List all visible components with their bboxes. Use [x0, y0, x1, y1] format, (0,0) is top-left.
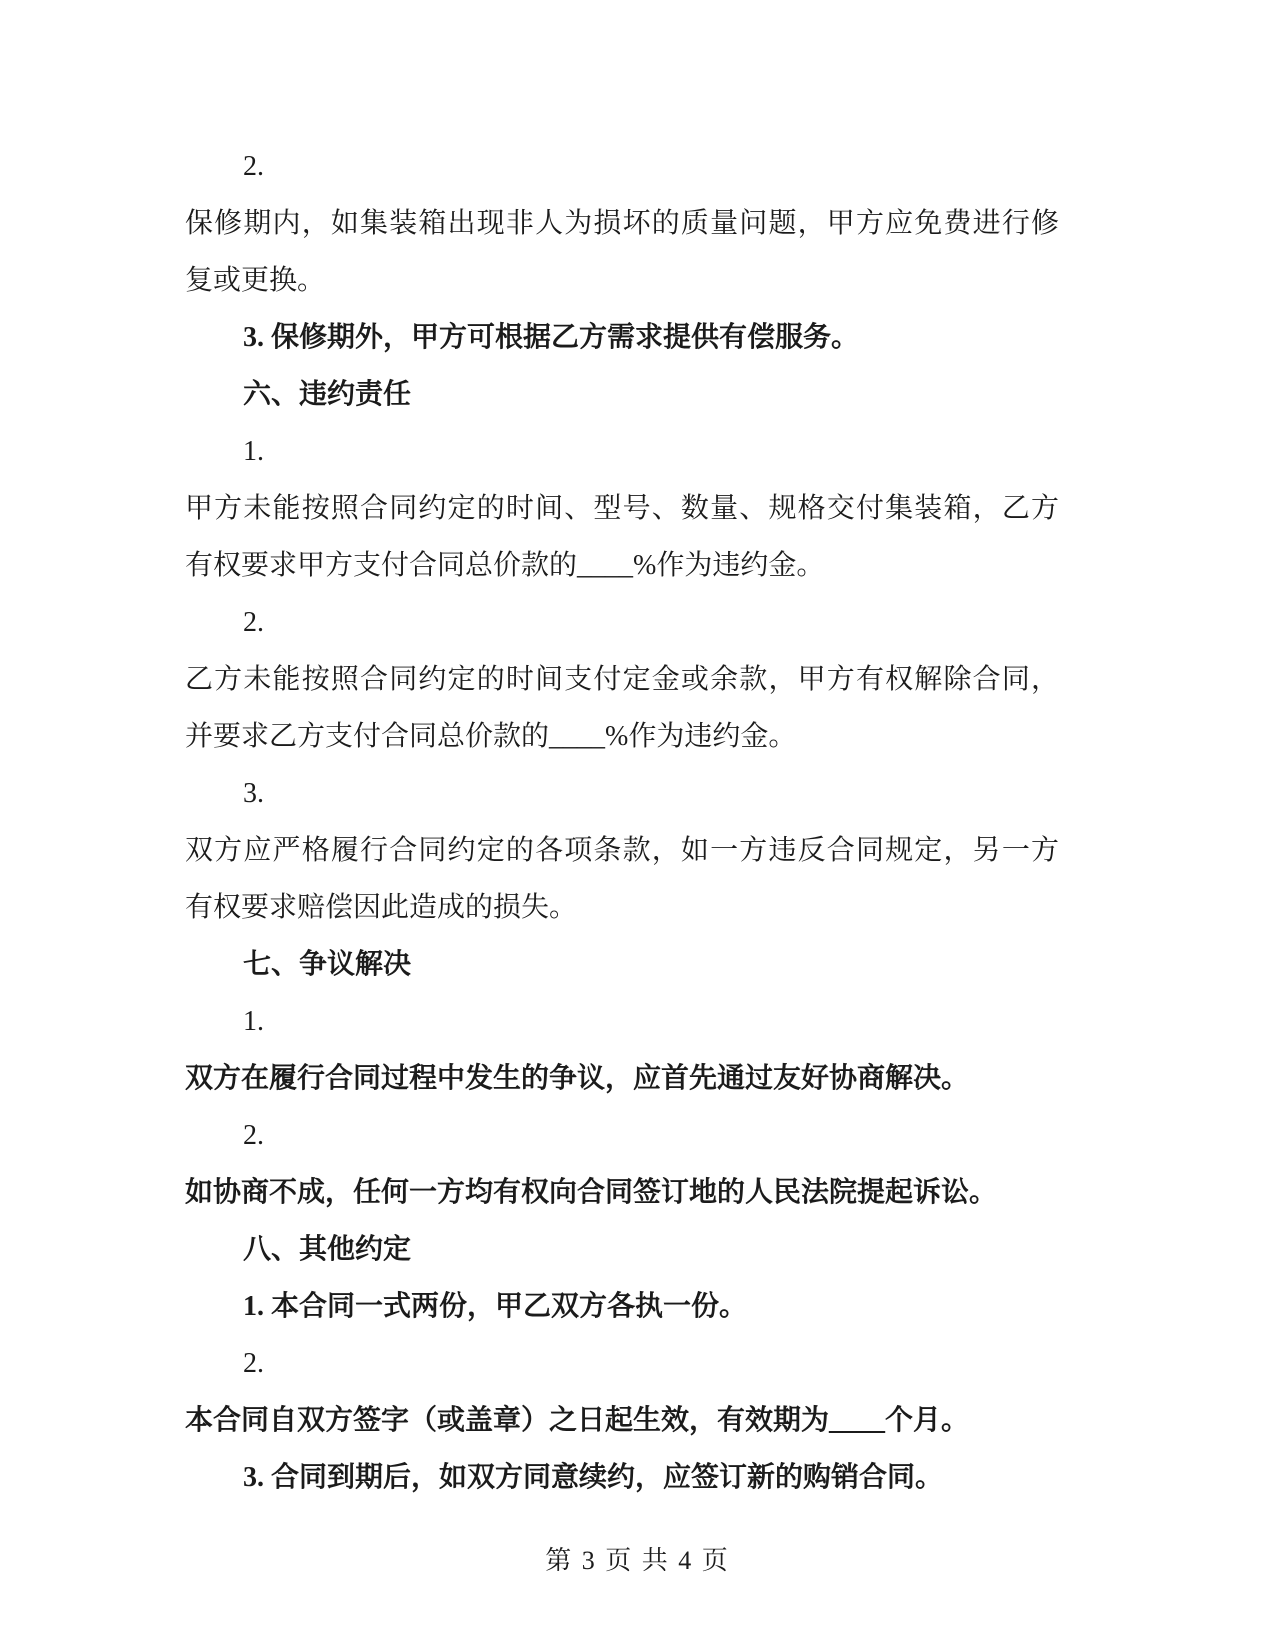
document-line: 有权要求赔偿因此造成的损失。: [185, 892, 578, 923]
document-line: 复或更换。: [185, 265, 326, 296]
document-line: 2.: [243, 151, 264, 182]
document-line: 并要求乙方支付合同总价款的____%作为违约金。: [185, 721, 797, 752]
document-line: 2.: [243, 607, 264, 638]
document-line: 1.: [243, 436, 264, 467]
document-line: 六、违约责任: [243, 379, 412, 410]
document-line: 本合同自双方签字（或盖章）之日起生效，有效期为____个月。: [185, 1405, 970, 1436]
document-line: 乙方未能按照合同约定的时间支付定金或余款，甲方有权解除合同，: [185, 664, 1059, 695]
page-number-text: 第 3 页 共 4 页: [545, 1546, 730, 1575]
page-footer: [0, 1532, 1275, 1589]
document-line: 甲方未能按照合同约定的时间、型号、数量、规格交付集装箱，乙方: [185, 493, 1059, 524]
document-line: 1. 本合同一式两份，甲乙双方各执一份。: [243, 1291, 748, 1322]
document-line: 八、其他约定: [243, 1234, 412, 1265]
document-line: 3.: [243, 778, 264, 809]
document-body: [185, 138, 1059, 1506]
document-line: 保修期内，如集装箱出现非人为损坏的质量问题，甲方应免费进行修: [185, 208, 1059, 239]
document-line: 3. 保修期外，甲方可根据乙方需求提供有偿服务。: [243, 322, 860, 353]
document-line: 1.: [243, 1006, 264, 1037]
document-line: 2.: [243, 1120, 264, 1151]
document-line: 双方在履行合同过程中发生的争议，应首先通过友好协商解决。: [185, 1063, 970, 1094]
document-line: 双方应严格履行合同约定的各项条款，如一方违反合同规定，另一方: [185, 835, 1059, 866]
document-line: 3. 合同到期后，如双方同意续约，应签订新的购销合同。: [243, 1462, 944, 1493]
document-line: 七、争议解决: [243, 949, 412, 980]
document-line: 如协商不成，任何一方均有权向合同签订地的人民法院提起诉讼。: [185, 1177, 998, 1208]
document-line: 有权要求甲方支付合同总价款的____%作为违约金。: [185, 550, 825, 581]
document-line: 2.: [243, 1348, 264, 1379]
